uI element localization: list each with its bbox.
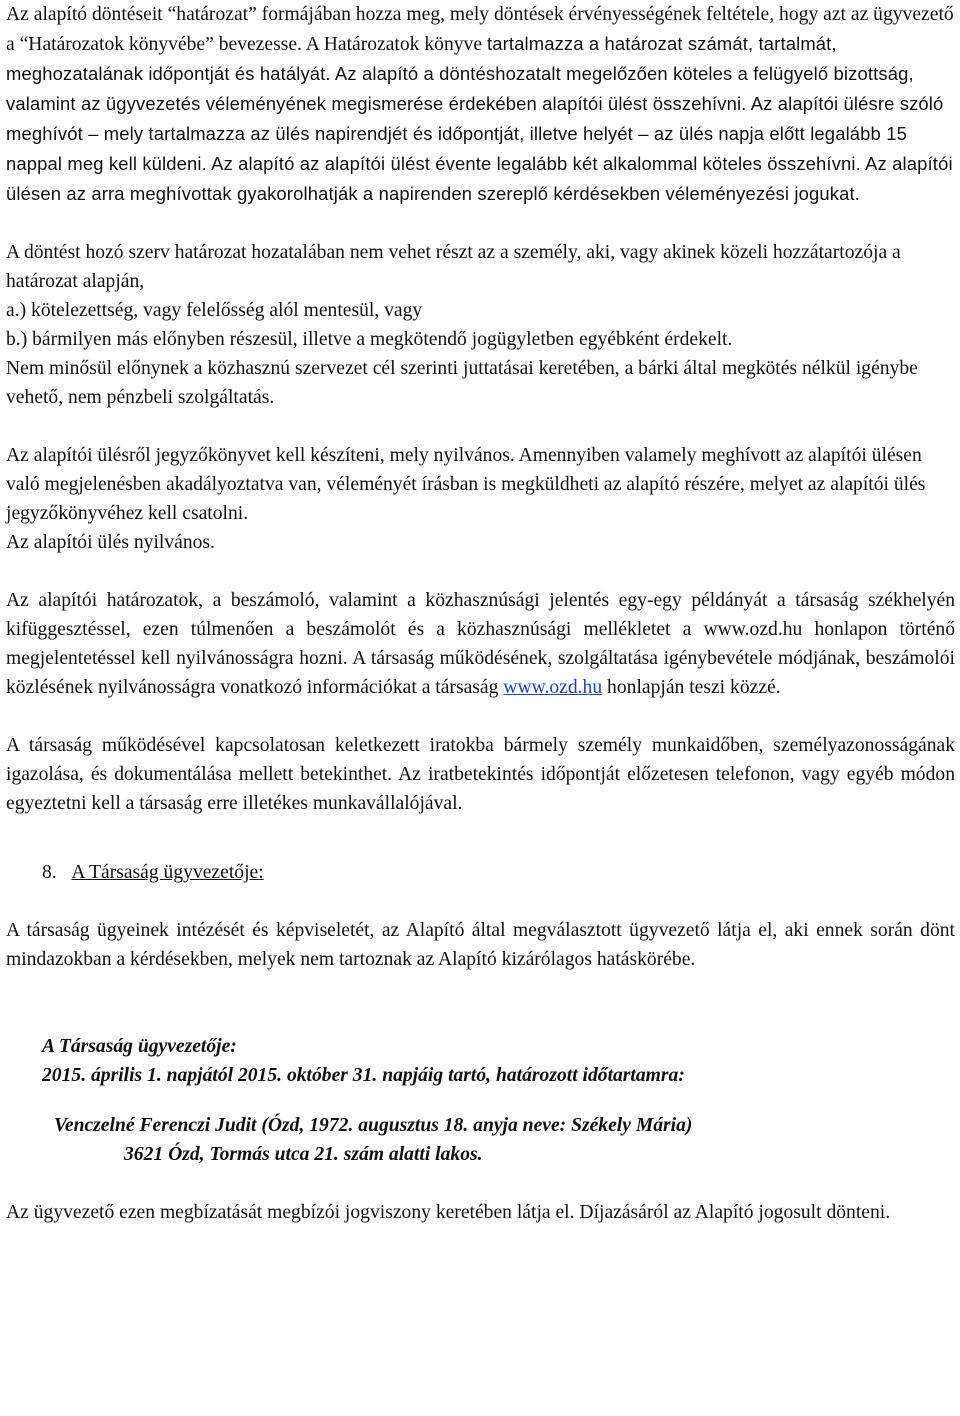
publication-text: Az alapítói határozatok, a beszámoló, valamint a közhasznúsági jelentés egy-egy példányát a társaság székhelyén kifüggesztéssel, ezen túlmenően a beszámolót és a közhasznúsági mellékletet a www.ozd.hu honlapon történő megjelentetéssel kell nyilvánosságra hozni. A társaság működésének, szolgáltatása igénybevétele módjának, beszámolói közlésének nyilvánosságra vonatkozó információkat a társaság <box>6 590 955 698</box>
paragraph-minutes: Az alapítói ülésről jegyzőkönyvet kell készíteni, mely nyilvános. Amennyiben valamely meghívott az alapítói ülésen való megjelenésben akadályoztatva van, véleményét írásban is megküldheti az alapító részére, melyet az alapítói ülés jegyzőkönyvéhez kell csatolni. <box>6 445 926 524</box>
paragraph-publication <box>6 586 955 702</box>
manager-title: A Társaság ügyvezetője: <box>42 1036 237 1057</box>
manager-address: 3621 Ózd, Tormás utca 21. szám alatti lakos. <box>124 1144 483 1165</box>
publication-text-end: honlapján teszi közzé. <box>602 677 781 698</box>
paragraph-conflict-intro: A döntést hozó szerv határozat hozatalában nem vehet részt az a személy, aki, vagy akinek közeli hozzátartozója a határozat alapján, <box>6 242 901 292</box>
website-link[interactable]: www.ozd.hu <box>503 677 603 698</box>
meeting-invitation-text: Az alapítói ülésre szóló meghívót – mely tartalmazza az ülés napirendjét és időpontját, illetve helyét – az ülés napja előtt legalább 15 nappal meg kell küldeni. Az alapító az alapítói ülést évente legalább két alkalommal köteles összehívni. Az alapítói ülésen az arra meghívottak gyakorolhatják a napirenden szereplő kérdésekben véleményezési jogukat. <box>6 93 953 204</box>
section-number: 8. <box>42 862 57 883</box>
paragraph-manager-duties: A társaság ügyeinek intézését és képviseletét, az Alapító által megválasztott ügyvezető látja el, aki ennek során dönt mindazokban a kérdésekben, melyek nem tartoznak az Alapító kizárólagos hatáskörébe. <box>6 920 955 970</box>
conflict-item-a: a.) kötelezettség, vagy felelősség alól mentesül, vagy <box>6 300 423 321</box>
resolutions-text: Az alapító döntéseit “határozat” formájában hozza meg, mely döntések érvényességének feltétele, hogy azt az ügyvezető a “Határozatok könyvébe” bevezesse. <box>6 4 954 55</box>
manager-term: 2015. április 1. napjától 2015. október 31. napjáig tartó, határozott időtartamra: <box>42 1065 685 1086</box>
meeting-public-note: Az alapítói ülés nyilvános. <box>6 532 215 553</box>
paragraph-resolutions <box>6 0 955 209</box>
section-title: A Társaság ügyvezetője: <box>71 862 264 883</box>
section-8-heading <box>6 858 955 887</box>
paragraph-closing: Az ügyvezető ezen megbízatását megbízói jogviszony keretében látja el. Díjazásáról az Alapító jogosult dönteni. <box>6 1202 891 1223</box>
conflict-item-b: b.) bármilyen más előnyben részesül, illetve a megkötendő jogügyletben egyébként érdekelt. <box>6 329 733 350</box>
paragraph-document-access: A társaság működésével kapcsolatosan keletkezett iratokba bármely személy munkaidőben, személyazonosságának igazolása, és dokumentálása mellett betekinthet. Az iratbetekintés időpontját előzetesen telefonon, vagy egyéb módon egyeztetni kell a társaság erre illetékes munkavállalójával. <box>6 735 955 814</box>
manager-name: Venczelné Ferenczi Judit (Ózd, 1972. augusztus 18. anyja neve: Székely Mária) <box>54 1115 693 1136</box>
paragraph-conflict-tail: Nem minősül előnynek a közhasznú szervezet cél szerinti juttatásai keretében, a bárki által megkötés nélkül igénybe vehető, nem pénzbeli szolgáltatás. <box>6 358 918 408</box>
resolutions-book-text: A Határozatok könyve <box>301 34 487 55</box>
resolutions-content-text: tartalmazza a határozat számát, tartalmát, meghozatalának időpontját és hatályát. Az alapító a döntéshozatalt megelőzően köteles a felügyelő bizottság, valamint az ügyvezetés véleményének megismerése érdekében alapítói ülést összehívni. <box>6 33 914 114</box>
